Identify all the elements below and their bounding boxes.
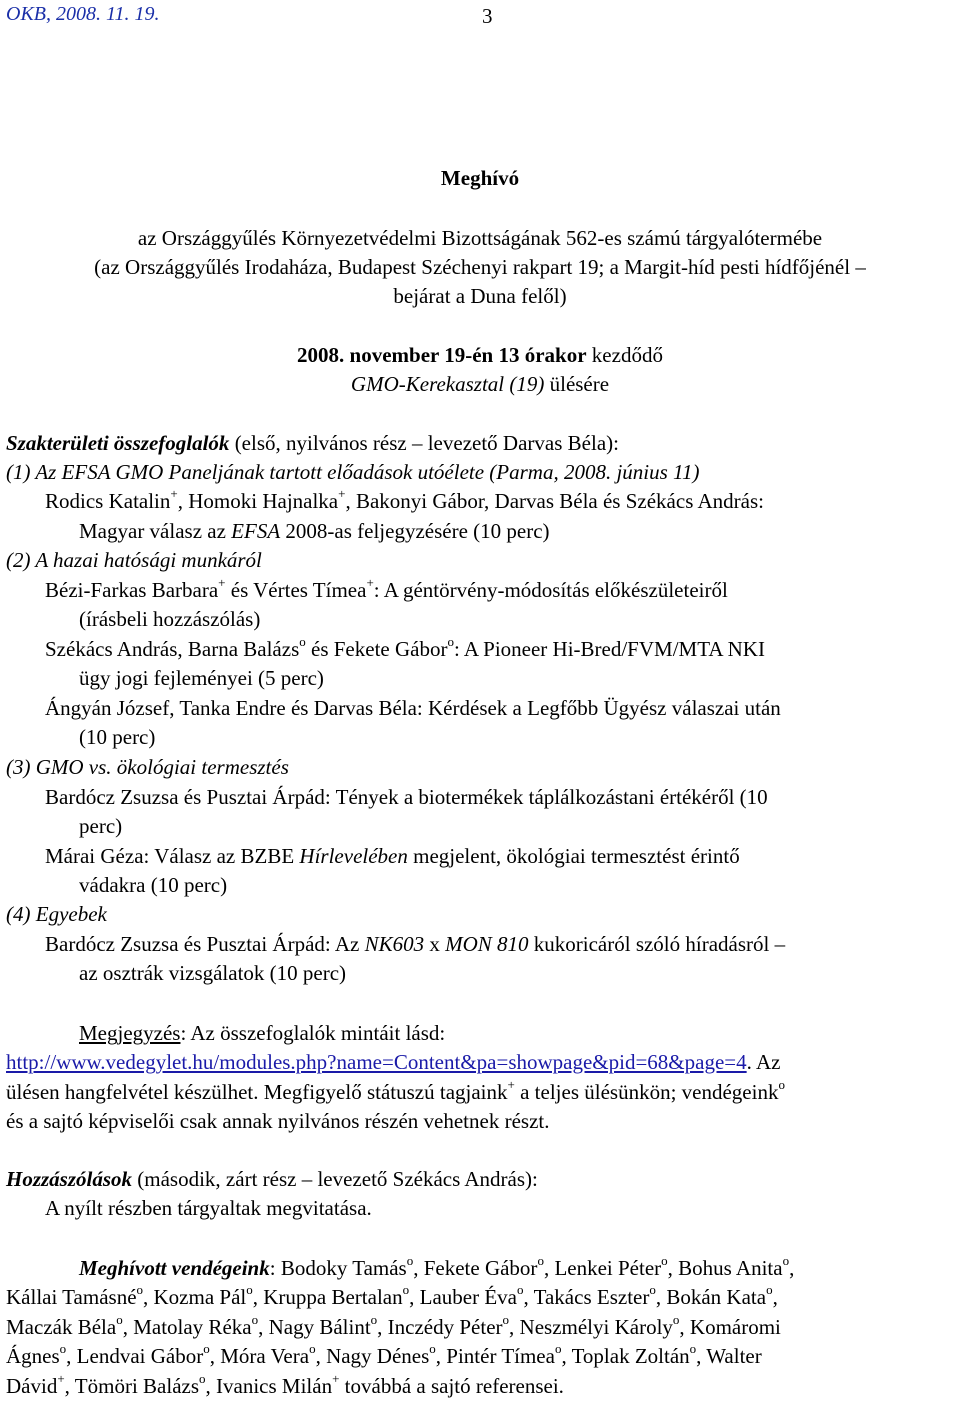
note-line-3: ülésen hangfelvétel készülhet. Megfigyelő státuszú tagjaink+ a teljes ülésünkön; vendégeink$^o$	[6, 1077, 785, 1104]
item-2-talk-3-cont: (10 perc)	[79, 725, 156, 749]
item-2-talk-2-cont: ügy jogi fejleményei (5 perc)	[79, 666, 324, 690]
meeting-date: 2008. november 19-én 13 órakor kezdődő	[297, 343, 663, 367]
item-4-heading: (4) Egyebek	[6, 902, 107, 926]
item-4-talk-1: Bardócz Zsuzsa és Pusztai Árpád: Az NK603 x MON 810 kukoricáról szóló híradásról –	[45, 932, 786, 956]
note-line-2: http://www.vedegylet.hu/modules.php?name=Content&pa=showpage&pid=68&page=4. Az	[6, 1050, 781, 1074]
item-1-authors: Rodics Katalin+, Homoki Hajnalka+, Bakonyi Gábor, Darvas Béla és Székács András:	[45, 486, 764, 513]
section-2-line-2: A nyílt részben tárgyaltak megvitatása.	[45, 1196, 372, 1220]
item-2-heading: (2) A hazai hatósági munkáról	[6, 548, 262, 572]
item-1-heading: (1) Az EFSA GMO Paneljának tartott előadások utóélete (Parma, 2008. június 11)	[6, 460, 700, 484]
guests-line-3: Maczák Béla$^o$, Matolay Réka$^o$, Nagy Bálint$^o$, Inczédy Péter$^o$, Neszmélyi Károly$^o$, Komáromi	[6, 1312, 781, 1339]
meeting-name: GMO-Kerekasztal (19) ülésére	[350, 372, 610, 396]
location-line-3: bejárat a Duna felől)	[393, 284, 567, 308]
guests-line-1: Meghívott vendégeink: Bodoky Tamás$^o$, Fekete Gábor$^o$, Lenkei Péter$^o$, Bohus Anita$^o$,	[79, 1253, 795, 1280]
item-3-talk-2-cont: vádakra (10 perc)	[79, 873, 228, 897]
note-line-4: és a sajtó képviselői csak annak nyilvános részén vehetnek részt.	[6, 1109, 550, 1133]
item-2-talk-3: Ángyán József, Tanka Endre és Darvas Béla: Kérdések a Legfőbb Ügyész válaszai után	[45, 696, 781, 720]
item-2-talk-1-cont: (írásbeli hozzászólás)	[79, 607, 261, 631]
section-1-title: Szakterületi összefoglalók (első, nyilvános rész – levezető Darvas Béla):	[6, 431, 619, 455]
item-3-talk-1-cont: perc)	[79, 814, 123, 838]
item-4-talk-1-cont: az osztrák vizsgálatok (10 perc)	[79, 961, 347, 985]
guests-line-2: Kállai Tamásné$^o$, Kozma Pál$^o$, Kruppa Bertalan$^o$, Lauber Éva$^o$, Takács Eszter$^o$, Bokán Kata$^o$,	[6, 1282, 778, 1309]
page-title: Meghívó	[440, 166, 520, 190]
item-2-talk-1: Bézi-Farkas Barbara+ és Vértes Tímea+: A géntörvény-módosítás előkészületeiről	[45, 575, 728, 602]
guests-line-5: Dávid+, Tömöri Balázs$^o$, Ivanics Milán+ továbbá a sajtó referensei.	[6, 1371, 564, 1398]
location-line-2: (az Országgyűlés Irodaháza, Budapest Széchenyi rakpart 19; a Margit-híd pesti hídfőjénél –	[94, 255, 866, 279]
page-number: 3	[482, 4, 493, 28]
item-3-heading: (3) GMO vs. ökológiai termesztés	[6, 755, 289, 779]
item-2-talk-2: Székács András, Barna Balázs$^o$ és Fekete Gábor$^o$: A Pioneer Hi-Bred/FVM/MTA NKI	[45, 634, 765, 661]
location-line-1: az Országgyűlés Környezetvédelmi Bizottságának 562-es számú tárgyalótermébe	[137, 226, 823, 250]
header-date: OKB, 2008. 11. 19.	[6, 3, 160, 25]
item-3-talk-2: Márai Géza: Válasz az BZBE Hírlevelében megjelent, ökológiai termesztést érintő	[45, 844, 740, 868]
note-url-link[interactable]: http://www.vedegylet.hu/modules.php?name=Content&pa=showpage&pid=68&page=4	[6, 1050, 747, 1074]
item-3-talk-1: Bardócz Zsuzsa és Pusztai Árpád: Tények a biotermékek táplálkozástani értékéről (10	[45, 785, 768, 809]
item-1-talk: Magyar válasz az EFSA 2008-as feljegyzésére (10 perc)	[79, 519, 550, 543]
section-2-title: Hozzászólások (második, zárt rész – levezető Székács András):	[6, 1167, 538, 1191]
guests-line-4: Ágnes$^o$, Lendvai Gábor$^o$, Móra Vera$^o$, Nagy Dénes$^o$, Pintér Tímea$^o$, Toplak Zoltán$^o$, Walter	[6, 1341, 762, 1368]
note-line-1: Megjegyzés: Az összefoglalók mintáit lásd:	[79, 1021, 446, 1045]
